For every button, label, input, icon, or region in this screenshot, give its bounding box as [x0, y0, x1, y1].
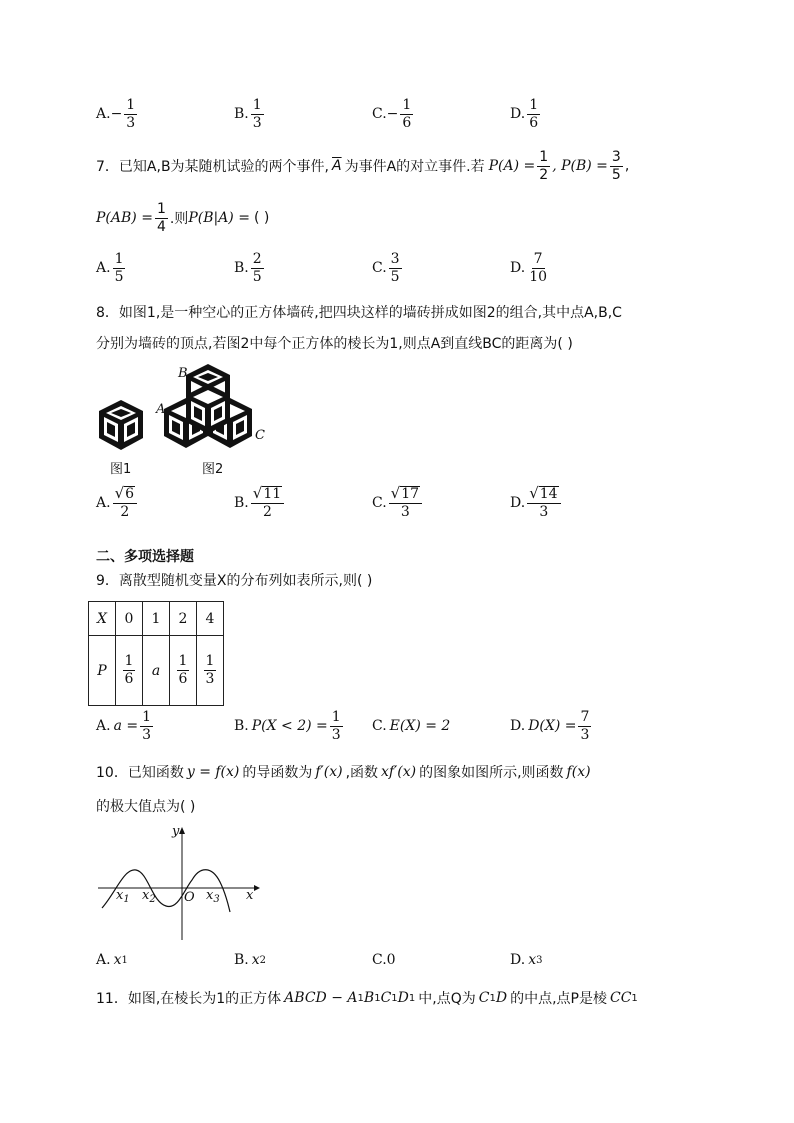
q9-option-b: B. P(X < 2) = $\frac{1}{3}$: [234, 709, 341, 743]
graph-x2-label: $x_2$: [142, 888, 156, 905]
fraction: √ 6 2: [113, 486, 137, 520]
q10-option-d: D. x 3: [510, 952, 543, 968]
q10-line2: 的极大值点为( ): [96, 799, 196, 815]
q7-line1: 7． 已知A,B为某随机试验的两个事件, $\overline{A}$ 为事件A的对立事件.若 P(A) = $\frac{1}{2}$ , P(B) = $\frac{3}{5}$ ,: [96, 149, 630, 183]
q9-text: 9．离散型随机变量X的分布列如表所示,则( ): [96, 573, 373, 589]
q11-line1: 11．如图,在棱长为1的正方体 ABCD − A 1 B 1 C 1 D 1 中,点Q为 C 1 D 的中点,点P是棱 CC 1: [96, 990, 638, 1007]
q8-option-b: B. √ 11 2: [234, 486, 286, 520]
q10-option-a: A. x 1: [96, 952, 128, 968]
figure1-cube: [96, 398, 146, 452]
q8-option-a: A. √ 6 2: [96, 486, 139, 520]
q8-line1: 8．如图1,是一种空心的正方体墙砖,把四块这样的墙砖拼成如图2的组合,其中点A,B,C: [96, 305, 622, 321]
q8-option-d: D. √ 14 3: [510, 486, 563, 520]
figure2-cubes: [160, 362, 270, 454]
point-c-label: C: [255, 428, 265, 443]
q9-option-c: C. E(X) = 2: [372, 718, 451, 734]
q10-graph: [94, 822, 264, 944]
q10-option-c: C. 0: [372, 952, 396, 968]
fraction: $\frac{1}{4}$: [156, 201, 166, 235]
q6-option-d: D. $\frac{1}{6}$: [510, 97, 539, 131]
q10-option-b: B. x 2: [234, 952, 267, 968]
graph-x3-label: $x_3$: [206, 888, 220, 905]
q6-option-b: B. $\frac{1}{3}$: [234, 97, 262, 131]
q9-option-d: D. D(X) = $\frac{7}{3}$: [510, 709, 590, 743]
fraction: √ 17 3: [389, 486, 422, 520]
q7-option-c: C. $\frac{3}{5}$: [372, 251, 400, 285]
fraction: $\frac{1}{3}$: [142, 709, 152, 743]
fraction: $\frac{3}{5}$: [390, 251, 400, 285]
table-row: X 0 1 2 4: [89, 602, 224, 636]
figure1-caption: 图1: [110, 462, 132, 477]
fraction: $\frac{1}{3}$: [331, 709, 341, 743]
q6-option-c: C. − $\frac{1}{6}$: [372, 97, 412, 131]
fraction: $\frac{1}{3}$: [126, 97, 136, 131]
fraction: $\frac{1}{6}$: [402, 97, 412, 131]
graph-x-label: x: [246, 888, 254, 903]
fraction: $\frac{7}{3}$: [580, 709, 590, 743]
distribution-table: [88, 601, 224, 706]
fraction: $\frac{2}{5}$: [252, 251, 262, 285]
fraction: $\frac{1}{6}$: [529, 97, 539, 131]
q7-option-d: D. $\frac{7}{10}$: [510, 251, 548, 285]
q8-line2: 分别为墙砖的顶点,若图2中每个正方体的棱长为1,则点A到直线BC的距离为( ): [96, 336, 573, 352]
fraction: $\frac{1}{3}$: [252, 97, 262, 131]
q7-option-b: B. $\frac{2}{5}$: [234, 251, 262, 285]
section-title: 二、多项选择题: [96, 549, 194, 565]
figure2-caption: 图2: [202, 462, 224, 477]
fraction: $\frac{1}{5}$: [114, 251, 124, 285]
fraction: √ 11 2: [251, 486, 284, 520]
table-row: P $\frac{1}{6}$ a $\frac{1}{6}$ $\frac{1}{3}$: [89, 636, 224, 706]
point-b-label: B: [178, 366, 188, 381]
q6-option-a: A. − $\frac{1}{3}$: [96, 97, 136, 131]
q9-option-a: A. a = $\frac{1}{3}$: [96, 709, 152, 743]
graph-y-label: y: [172, 824, 180, 839]
q7-option-a: A. $\frac{1}{5}$: [96, 251, 124, 285]
q10-line1: 10．已知函数 y = f(x) 的导函数为 f′(x) ,函数 xf′(x) 的图象如图所示,则函数 f(x): [96, 764, 591, 781]
graph-origin-label: O: [184, 890, 195, 905]
fraction: $\frac{3}{5}$: [611, 149, 621, 183]
fraction: $\frac{1}{2}$: [539, 149, 549, 183]
fraction: √ 14 3: [527, 486, 560, 520]
q7-line2: P(AB) = $\frac{1}{4}$ .则 P(B|A) = ( ): [96, 201, 270, 235]
fraction: $\frac{7}{10}$: [529, 251, 548, 285]
q8-option-c: C. √ 17 3: [372, 486, 424, 520]
graph-x1-label: $x_1$: [116, 888, 130, 905]
point-a-label: A: [156, 402, 166, 417]
